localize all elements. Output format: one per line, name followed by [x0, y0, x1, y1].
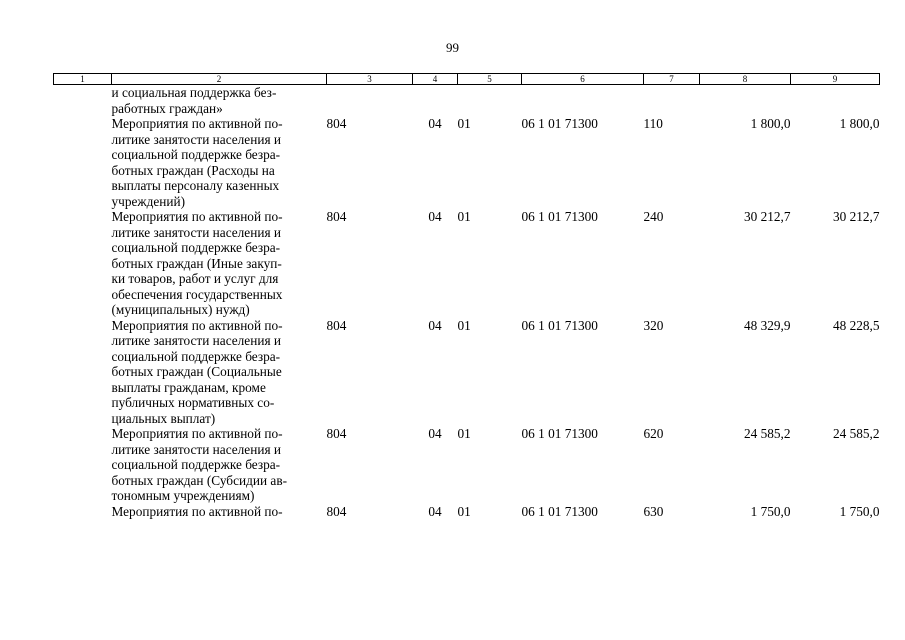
expense-name: [112, 318, 327, 427]
text-line: выплаты персоналу казенных: [111, 178, 280, 193]
header-cell: 7: [644, 74, 700, 85]
continuation-row: [54, 85, 880, 117]
text-line: литике занятости населения и: [111, 224, 281, 240]
amount-col8: 24 585,2: [743, 426, 791, 441]
expense-type-code: 110: [643, 116, 663, 131]
table-row: [54, 426, 880, 504]
text-line: учреждений): [111, 193, 186, 209]
text-line: социальной поддержке безра-: [111, 240, 281, 255]
expense-type-code: 630: [643, 503, 664, 519]
table-row: [54, 504, 880, 520]
header-cell: 6: [522, 74, 644, 85]
section-code: 04: [428, 317, 442, 333]
text-line: литике занятости населения и: [111, 131, 281, 147]
subsection-code: 01: [457, 503, 471, 519]
expense-name: [112, 504, 327, 520]
page-number: 99: [446, 40, 459, 55]
text-line: ботных граждан (Социальные: [111, 364, 282, 379]
expense-name: [112, 209, 327, 318]
text-line: Мероприятия по активной по-: [111, 503, 283, 519]
amount-col9: 1 800,0: [839, 116, 880, 131]
header-cell: 4: [413, 74, 458, 85]
header-cell: 3: [327, 74, 413, 85]
budget-table: [53, 73, 880, 519]
text-line: социальной поддержке безра-: [111, 457, 281, 472]
header-cell: 9: [791, 74, 880, 85]
table-row: [54, 209, 880, 318]
text-line: тономным учреждениям): [111, 488, 255, 503]
amount-col9: 48 228,5: [832, 317, 880, 333]
text-line: литике занятости населения и: [111, 441, 281, 457]
ministry-code: 804: [326, 209, 347, 224]
expense-name: [112, 116, 327, 209]
amount-col9: 1 750,0: [839, 503, 880, 519]
subsection-code: 01: [457, 209, 471, 224]
text-line: ботных граждан (Субсидии ав-: [111, 472, 288, 488]
amount-col8: 1 750,0: [750, 503, 791, 519]
header-cell: 1: [54, 74, 112, 85]
text-line: работных граждан»: [111, 100, 223, 116]
text-line: (муниципальных) нужд): [111, 302, 250, 317]
text-line: Мероприятия по активной по-: [111, 209, 283, 224]
target-article-code: 06 1 01 71300: [521, 317, 598, 333]
text-line: обеспечения государственных: [111, 286, 283, 302]
amount-col9: 30 212,7: [832, 209, 880, 224]
amount-col8: 30 212,7: [743, 209, 791, 224]
target-article-code: 06 1 01 71300: [521, 209, 598, 224]
target-article-code: 06 1 01 71300: [521, 116, 598, 131]
subsection-code: 01: [457, 426, 471, 441]
target-article-code: 06 1 01 71300: [521, 426, 598, 441]
amount-col8: 48 329,9: [743, 317, 791, 333]
header-cell: 8: [700, 74, 791, 85]
text-line: публичных нормативных со-: [111, 395, 275, 410]
target-article-code: 06 1 01 71300: [521, 503, 598, 519]
continuation-text: [112, 85, 327, 117]
expense-type-code: 320: [643, 317, 664, 333]
text-line: выплаты гражданам, кроме: [111, 379, 266, 395]
text-line: социальной поддержке безра-: [111, 147, 281, 162]
table-row: [54, 116, 880, 209]
header-cell: 2: [112, 74, 327, 85]
section-code: 04: [428, 116, 442, 131]
amount-col9: 24 585,2: [832, 426, 880, 441]
expense-name: [112, 426, 327, 504]
subsection-code: 01: [457, 116, 471, 131]
amount-col8: 1 800,0: [750, 116, 791, 131]
expense-type-code: 620: [643, 426, 664, 441]
section-code: 04: [428, 426, 442, 441]
section-code: 04: [428, 209, 442, 224]
text-line: циальных выплат): [111, 410, 216, 426]
ministry-code: 804: [326, 503, 347, 519]
text-line: Мероприятия по активной по-: [111, 116, 283, 131]
table-row: [54, 318, 880, 427]
text-line: социальной поддержке безра-: [111, 348, 281, 364]
text-line: ботных граждан (Иные закуп-: [111, 255, 282, 271]
text-line: ки товаров, работ и услуг для: [111, 271, 279, 286]
ministry-code: 804: [326, 426, 347, 441]
text-line: ботных граждан (Расходы на: [111, 162, 275, 178]
ministry-code: 804: [326, 116, 347, 131]
text-line: Мероприятия по активной по-: [111, 317, 283, 333]
ministry-code: 804: [326, 317, 347, 333]
header-cell: 5: [458, 74, 522, 85]
expense-type-code: 240: [643, 209, 664, 224]
subsection-code: 01: [457, 317, 471, 333]
header-row: [54, 74, 880, 85]
text-line: и социальная поддержка без-: [111, 85, 277, 100]
section-code: 04: [428, 503, 442, 519]
text-line: литике занятости населения и: [111, 333, 281, 348]
text-line: Мероприятия по активной по-: [111, 426, 283, 441]
